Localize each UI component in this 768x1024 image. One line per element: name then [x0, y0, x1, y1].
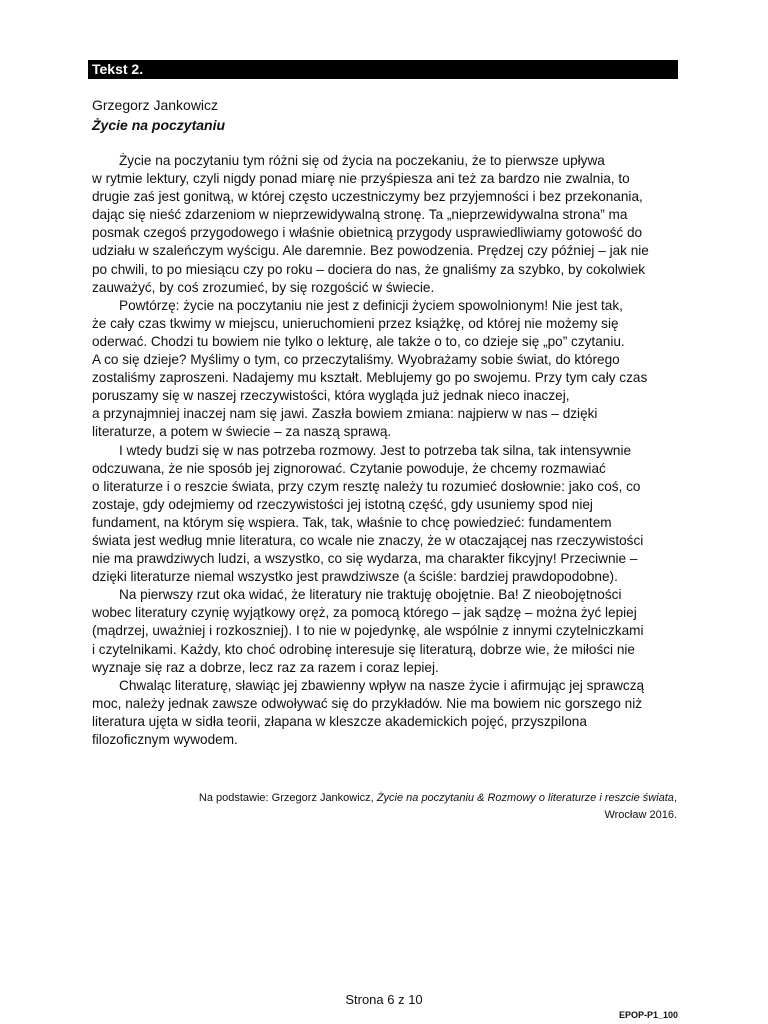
- section-header-bar: [88, 60, 678, 79]
- text-line: o literaturze i o reszcie świata, przy czym resztę należy tu rozumieć dosłownie: jako coś, co: [92, 478, 641, 494]
- text-line: posmak czegoś przygodowego i właśnie obietnicą przygody usprawiedliwiamy gotowość do: [92, 225, 643, 241]
- text-line: Na pierwszy rzut oka widać, że literatury nie traktuję obojętnie. Ba! Z nieobojętności: [119, 587, 622, 603]
- article-author: Grzegorz Jankowicz: [92, 97, 219, 113]
- source-citation: [117, 790, 677, 824]
- text-line: a przynajmniej inaczej nam się jawi. Zaszła bowiem zmiana: najpierw w nas – dzięki: [92, 406, 598, 422]
- text-line: oderwać. Chodzi tu bowiem nie tylko o lekturę, ale także o to, co dzieje się „po” czytaniu.: [92, 333, 625, 349]
- source-prefix: Na podstawie: Grzegorz Jankowicz,: [198, 792, 377, 804]
- document-code: EPOP-P1_100: [618, 1010, 678, 1020]
- text-line: świata jest według mnie literatura, co wcale nie znaczy, że w otaczającej nas rzeczywistości: [92, 532, 644, 548]
- text-line: wobec literatury czynię wyjątkowy oręż, za pomocą którego – jak sądzę – można żyć lepiej: [92, 605, 637, 621]
- section-label: Tekst 2.: [92, 61, 144, 77]
- source-suffix: ,: [673, 792, 677, 804]
- text-line: udziału w szaleńczym wyścigu. Ale daremnie. Bez powodzenia. Prędzej czy później – jak nie: [92, 243, 649, 259]
- text-line: Chwaląc literaturę, sławiąc jej zbawienny wpływ na nasze życie i afirmując jej sprawczą: [119, 677, 645, 693]
- text-line: filozoficznym wywodem.: [92, 732, 238, 747]
- source-place-year: Wrocław 2016.: [604, 809, 677, 821]
- text-line: literatura ujęta w sidła teorii, złapana w kleszcze akademickich pojęć, przyszpilona: [92, 713, 587, 729]
- text-line: że cały czas tkwimy w miejscu, unieruchomieni przez książkę, od której nie możemy się: [92, 315, 619, 331]
- text-line: zauważyć, by coś zrozumieć, by się rozgościć w świecie.: [92, 279, 435, 295]
- text-line: zostaje, gdy odejmiemy od rzeczywistości jej istotną część, gdy usuniemy spod niej: [92, 496, 593, 512]
- page-number: Strona 6 z 10: [345, 992, 423, 1007]
- text-line: A co się dzieje? Myślimy o tym, co przeczytaliśmy. Wyobrażamy sobie świat, do którego: [92, 352, 620, 368]
- text-line: Życie na poczytaniu tym różni się od życia na poczekaniu, że to pierwsze upływa: [119, 153, 605, 168]
- text-line: dzięki literaturze niemal wszystko jest prawdziwsze (a ściśle: bardziej prawdopodobne).: [92, 569, 618, 585]
- text-line: dając się nieść zdarzeniom w nieprzewidywalną stronę. Ta „nieprzewidywalna strona” ma: [92, 207, 628, 223]
- article-title: Życie na poczytaniu: [92, 117, 226, 133]
- text-line: (mądrzej, uważniej i rozkoszniej). I to nie w pojedynkę, ale wspólnie z innymi czytelniczkami: [92, 623, 644, 639]
- text-line: poruszamy się w naszej rzeczywistości, która wygląda już jednak nieco inaczej,: [92, 388, 570, 404]
- text-line: literaturze, a potem w świecie – za naszą sprawą.: [92, 424, 392, 440]
- text-line: nie ma prawdziwych ludzi, a wszystko, co się wydarza, ma charakter fikcyjny! Przeciwnie –: [92, 551, 638, 567]
- text-line: moc, należy jednak zawsze odwoływać się do przykładów. Nie ma bowiem nic gorszego niż: [92, 695, 643, 711]
- text-line: drugie zaś jest gonitwą, w której często uczestniczymy bez przyjemności i bez przekonania,: [92, 189, 643, 205]
- text-line: odczuwana, że nie sposób jej zignorować. Czytanie powoduje, że chcemy rozmawiać: [92, 460, 606, 476]
- text-line: wyznaje się raz a dobrze, lecz raz za razem i coraz lepiej.: [92, 659, 439, 675]
- text-line: po chwili, to po miesiącu czy po roku – dociera do nas, że gnaliśmy za szybko, by cokolwiek: [92, 261, 646, 277]
- text-line: fundament, na którym się wspiera. Tak, tak, właśnie to chcę powiedzieć: fundamentem: [92, 514, 612, 530]
- text-line: zostaliśmy zaproszeni. Nadajemy mu kształt. Meblujemy go po swojemu. Przy tym cały czas: [92, 370, 648, 386]
- text-line: i czytelnikami. Każdy, kto choć odrobinę interesuje się literaturą, dobrze wie, że miłości nie: [92, 641, 635, 657]
- article-body: [92, 152, 692, 749]
- text-line: I wtedy budzi się w nas potrzeba rozmowy. Jest to potrzeba tak silna, tak intensywnie: [119, 442, 632, 458]
- text-line: w rytmie lektury, czyli nigdy ponad miarę nie przyśpiesza ani też za bardzo nie zwalnia, to: [92, 171, 630, 187]
- text-line: Powtórzę: życie na poczytaniu nie jest z definicji życiem spowolnionym! Nie jest tak,: [119, 297, 623, 313]
- source-work-title: Życie na poczytaniu & Rozmowy o literaturze i reszcie świata: [376, 792, 674, 804]
- source-line-1: [117, 790, 677, 807]
